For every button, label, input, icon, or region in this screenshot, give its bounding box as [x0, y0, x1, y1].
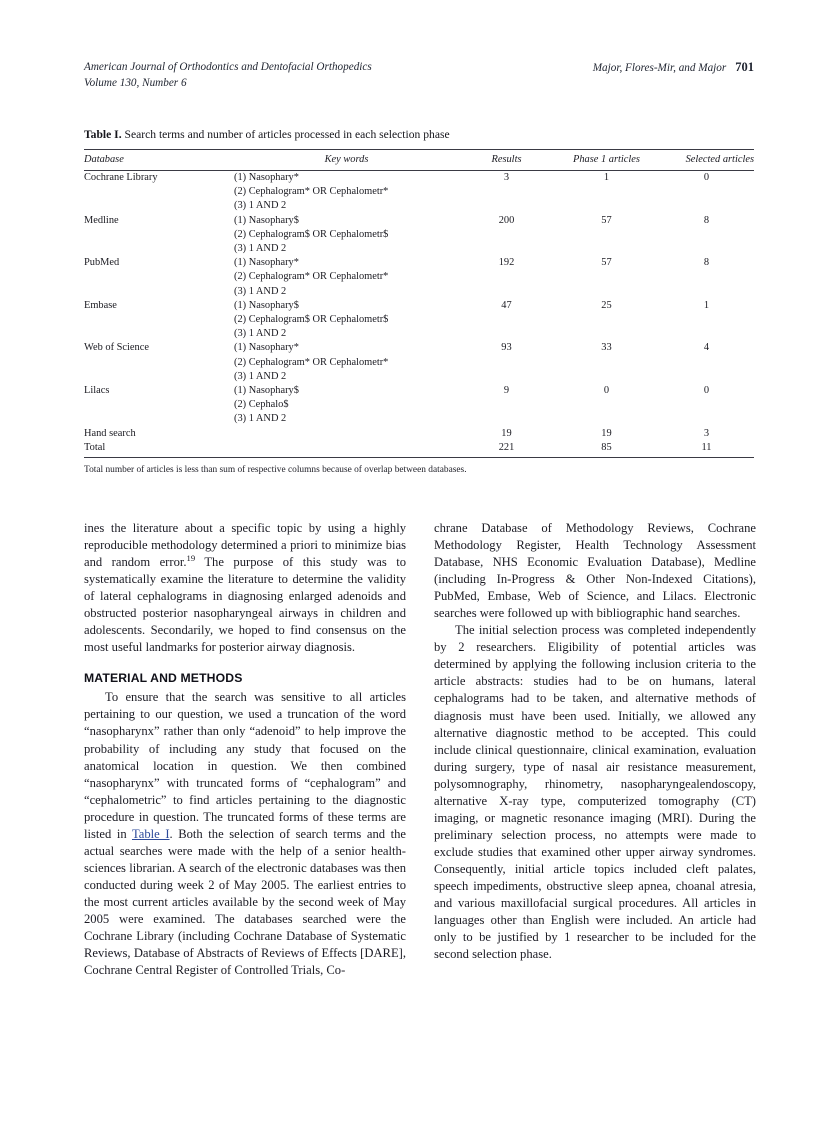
paragraph-selection-process: The initial selection process was completed independently by 2 researchers. Eligibility of potential articles was determined by applying the following inclusion criteria to the article abstracts: studies had to be on humans, lateral cephalograms had to be taken, and alternative methods of diagnosis must have been used. Initially, we allowed any alternative diagnostic method to be accepted. This could include clinical questionnaire, clinical examination, evaluation during surgery, type of nasal air resistance measurement, polysomnography, rhinometry, nasopharyngealendoscopy, alternative X-ray type, computerized tomography (CT) imaging, or magnetic resonance imaging (MRI). During the preliminary selection process, no attempts were made to exclude studies that examined other upper airway syndromes. Consequently, initial article topics included cleft palates, speech impediments, obstructive sleep apnea, choanal atresia, and various maxillofacial surgical procedures. All articles in languages other than English were included. An article had only to be justified by 1 researcher to be included for the second selection phase. [434, 623, 756, 962]
cell-keywords [234, 299, 459, 342]
cell-selected: 4 [703, 342, 710, 354]
cell-results: 221 [498, 441, 515, 453]
body-columns [84, 520, 756, 979]
paragraph-databases-continued: chrane Database of Methodology Reviews, Cochrane Methodology Register, Health Technology Assessment Database, NHS Economic Evaluation Database), Medline (including In-Progress & Other Non-Indexed Citations), PubMed, Embase, Web of Science, and Lilacs. Electronic searches were followed up with bibliographic hand searches. [434, 521, 756, 621]
table-row [84, 171, 754, 214]
cell-phase1: 0 [603, 385, 610, 397]
cell-keywords [234, 256, 459, 299]
cell-selected: 0 [703, 172, 710, 183]
cell-database: Lilacs [84, 385, 110, 397]
keyword-line: (2) Cephalogram$ OR Cephalometr$ [234, 314, 389, 326]
section-heading-material-and-methods: MATERIAL AND METHODS [84, 671, 243, 686]
methods-text-a: To ensure that the search was sensitive to all articles pertaining to our question, we used a truncation of the word “nasopharynx” rather than only “adenoid” to help improve the probability of including any study that focused on the anatomical location in question. We then combined “nasopharynx” with truncated forms of “cephalogram” and “cephalometric” to find articles pertaining to the diagnostic procedure in question. The truncated forms of these terms are listed in [84, 690, 406, 841]
keyword-line: (2) Cephalogram$ OR Cephalometr$ [234, 228, 389, 240]
cell-keywords [234, 384, 459, 427]
cell-results: 192 [498, 257, 515, 269]
table-i-link[interactable]: Table I [131, 826, 170, 841]
keyword-line: (2) Cephalogram* OR Cephalometr* [234, 186, 389, 198]
table-caption-text: Search terms and number of articles processed in each selection phase [124, 128, 450, 141]
reference-marker-19: 19 [186, 552, 196, 563]
cell-selected: 3 [703, 427, 710, 439]
col-header-selected: Selected articles [659, 150, 754, 171]
cell-results: 9 [503, 385, 510, 397]
intro-text-b: The purpose of this study was to systematically examine the literature to determine the validity of lateral cephalograms in diagnosing enlarged adenoids and obstructed posterior nasopharyngeal airways in children and adolescents. Secondarily, we hoped to find consensus on the most useful landmarks for posterior airway diagnosis. [84, 555, 407, 655]
left-column [84, 520, 406, 979]
cell-phase1: 85 [601, 441, 612, 453]
cell-database: Embase [84, 299, 117, 311]
volume-issue: Volume 130, Number 6 [84, 76, 187, 89]
keyword-line: (1) Nasophary* [234, 257, 299, 269]
keyword-line: (2) Cephalogram* OR Cephalometr* [234, 271, 389, 283]
table-head [84, 150, 754, 171]
cell-phase1: 25 [601, 299, 612, 311]
keyword-line: (1) Nasophary$ [234, 385, 299, 397]
table-body [84, 171, 754, 456]
cell-results: 200 [498, 214, 515, 226]
col-header-keywords: Key words [234, 150, 459, 171]
cell-keywords [234, 441, 459, 455]
cell-database: PubMed [84, 257, 120, 269]
col-header-phase1: Phase 1 articles [554, 150, 659, 171]
running-head-right [593, 60, 754, 77]
table-footnote: Total number of articles is less than sum of respective columns because of overlap between databases. [84, 465, 467, 476]
keyword-line: (3) 1 AND 2 [234, 328, 287, 340]
keyword-line: (2) Cephalo$ [234, 399, 289, 411]
table-row [84, 441, 754, 455]
cell-database: Total [84, 441, 106, 453]
table-row [84, 299, 754, 342]
table-row [84, 384, 754, 427]
cell-keywords [234, 214, 459, 257]
paragraph-continued-intro [84, 520, 406, 656]
table-row [84, 214, 754, 257]
cell-results: 19 [501, 427, 512, 439]
keyword-line: (3) 1 AND 2 [234, 413, 287, 425]
cell-keywords [234, 171, 459, 214]
table-block [84, 127, 754, 477]
methods-text-b: . Both the selection of search terms and the actual searches were made with the help of a senior health-sciences librarian. A search of the electronic databases was then conducted during week 2 of May 2005. The earliest entries to the most current articles available by the second week of May 2005 were examined. The databases searched were the Cochrane Library (including Cochrane Database of Systematic Reviews, Database of Abstracts of Reviews of Effects [DARE], Cochrane Central Register of Controlled Trials, Co- [84, 826, 406, 978]
cell-selected: 8 [703, 214, 710, 226]
cell-phase1: 33 [601, 342, 612, 354]
cell-database: Web of Science [84, 342, 149, 354]
cell-phase1: 1 [603, 172, 610, 183]
paragraph-methods [84, 689, 406, 979]
cell-database: Cochrane Library [84, 172, 158, 183]
cell-selected: 1 [703, 299, 710, 311]
col-header-database: Database [84, 150, 234, 171]
keyword-line: (3) 1 AND 2 [234, 285, 287, 297]
keyword-line: (1) Nasophary$ [234, 299, 299, 311]
right-column [434, 520, 756, 979]
keyword-line: (2) Cephalogram* OR Cephalometr* [234, 356, 389, 368]
keyword-line: (3) 1 AND 2 [234, 200, 287, 212]
table-caption [84, 127, 754, 142]
page-number: 701 [735, 60, 754, 74]
keyword-line: (1) Nasophary* [234, 342, 299, 354]
running-head-left [84, 60, 372, 91]
article-authors: Major, Flores-Mir, and Major [592, 62, 727, 74]
table-row [84, 427, 754, 441]
table-header-row [84, 150, 754, 171]
table-label: Table I. [84, 128, 122, 141]
cell-results: 47 [501, 299, 512, 311]
cell-selected: 11 [701, 441, 712, 453]
cell-results: 3 [503, 172, 510, 183]
table-row [84, 341, 754, 384]
cell-selected: 8 [703, 257, 710, 269]
cell-selected: 0 [703, 385, 710, 397]
keyword-line: (1) Nasophary$ [234, 214, 299, 226]
search-terms-table [84, 149, 754, 455]
intro-text-a: ines the literature about a specific topic by using a highly reproducible methodology determined a priori to minimize bias and random error. [84, 521, 406, 570]
running-head [84, 60, 754, 91]
cell-phase1: 57 [601, 257, 612, 269]
journal-title: American Journal of Orthodontics and Dentofacial Orthopedics [84, 61, 372, 73]
cell-database: Medline [84, 214, 119, 226]
cell-phase1: 57 [601, 214, 612, 226]
cell-results: 93 [501, 342, 512, 354]
cell-keywords [234, 427, 459, 441]
cell-keywords [234, 341, 459, 384]
keyword-line: (3) 1 AND 2 [234, 370, 287, 382]
keyword-line: (1) Nasophary* [234, 172, 299, 183]
keyword-line: (3) 1 AND 2 [234, 243, 287, 255]
col-header-results: Results [459, 150, 554, 171]
cell-phase1: 19 [601, 427, 612, 439]
cell-database: Hand search [84, 427, 136, 439]
table-row [84, 256, 754, 299]
